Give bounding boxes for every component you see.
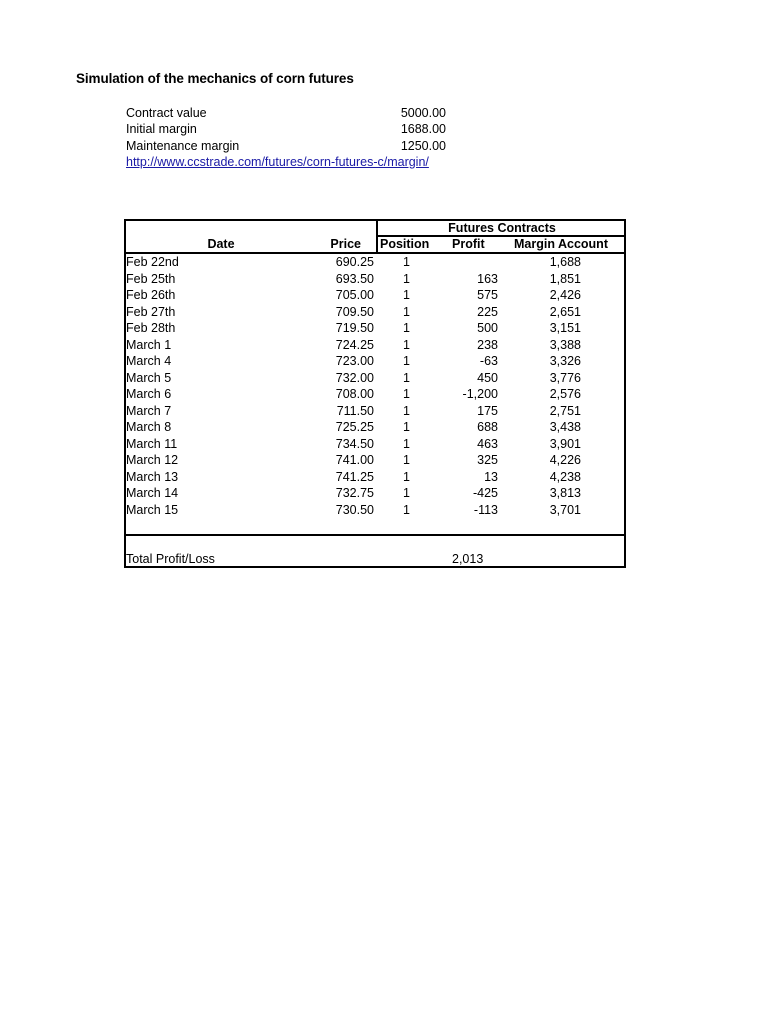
cell-margin: 3,901: [549, 436, 581, 451]
table-row: [126, 304, 624, 321]
cell-date: Feb 25th: [126, 271, 176, 286]
cell-margin: 3,701: [549, 502, 581, 517]
header-margin-account: Margin Account: [514, 237, 608, 251]
cell-position: 1: [403, 255, 410, 269]
cell-date: Feb 28th: [126, 321, 176, 335]
param-maintenance-margin: [126, 138, 446, 154]
cell-price: 711.50: [336, 403, 374, 418]
cell-price: 730.50: [335, 502, 374, 517]
cell-position: 1: [403, 453, 410, 467]
cell-profit: 13: [484, 469, 498, 484]
cell-price: 705.00: [335, 288, 374, 302]
cell-price: 725.25: [335, 420, 374, 434]
cell-price: 693.50: [335, 271, 374, 286]
cell-date: March 4: [126, 354, 172, 368]
cell-price: 741.00: [335, 453, 374, 467]
param-label: Initial margin: [126, 122, 197, 137]
header-position: Position: [380, 237, 430, 251]
cell-position: 1: [403, 304, 410, 319]
cell-profit: 450: [477, 370, 498, 385]
table-row: [126, 419, 624, 436]
table-row: [126, 287, 624, 304]
cell-position: 1: [403, 337, 410, 352]
cell-margin: 4,238: [549, 469, 581, 484]
cell-profit: 225: [477, 304, 498, 319]
cell-profit: 500: [477, 321, 498, 335]
cell-date: March 5: [126, 370, 172, 385]
total-value: 2,013: [452, 552, 484, 566]
table-row: [126, 485, 624, 502]
cell-position: 1: [403, 502, 410, 517]
cell-date: March 6: [126, 387, 172, 401]
cell-margin: 2,751: [549, 403, 581, 418]
table-header-row: [126, 237, 624, 254]
cell-margin: 2,651: [549, 304, 581, 319]
cell-position: 1: [403, 436, 410, 451]
cell-date: Feb 26th: [126, 288, 176, 302]
table-row: [126, 403, 624, 420]
cell-margin: 3,151: [549, 321, 581, 335]
cell-price: 732.00: [335, 370, 374, 385]
cell-position: 1: [403, 469, 410, 484]
cell-margin: 4,226: [549, 453, 581, 467]
contract-parameters: [126, 105, 446, 170]
table-row: [126, 353, 624, 370]
param-value: 1250.00: [400, 138, 446, 153]
cell-price: 690.25: [335, 255, 374, 269]
cell-margin: 1,851: [549, 271, 581, 286]
cell-profit: 175: [477, 403, 498, 418]
cell-date: March 8: [126, 420, 172, 434]
header-date: Date: [207, 237, 235, 251]
cell-date: March 14: [126, 486, 179, 500]
table-row: [126, 452, 624, 469]
futures-table: [124, 219, 626, 568]
cell-profit: 238: [477, 337, 498, 352]
cell-profit: 325: [477, 453, 498, 467]
cell-position: 1: [403, 321, 410, 335]
cell-profit: 688: [477, 420, 498, 434]
table-row: [126, 337, 624, 354]
cell-date: Feb 22nd: [126, 255, 179, 269]
cell-margin: 2,576: [549, 387, 581, 401]
cell-position: 1: [403, 370, 410, 385]
cell-price: 723.00: [335, 354, 374, 368]
cell-profit: 463: [477, 436, 498, 451]
cell-margin: 3,388: [549, 337, 581, 352]
cell-date: March 7: [126, 403, 172, 418]
header-price: Price: [330, 237, 361, 251]
cell-date: March 11: [126, 436, 178, 451]
cell-margin: 3,326: [549, 354, 581, 368]
table-row: [126, 502, 624, 519]
cell-profit: -113: [473, 502, 498, 517]
table-row: [126, 320, 624, 337]
cell-margin: 3,813: [549, 486, 581, 500]
cell-price: 724.25: [335, 337, 374, 352]
total-divider: [126, 534, 624, 536]
cell-price: 741.25: [335, 469, 374, 484]
cell-profit: -425: [472, 486, 498, 500]
cell-margin: 2,426: [549, 288, 581, 302]
cell-price: 709.50: [335, 304, 374, 319]
table-row: [126, 469, 624, 486]
table-row: [126, 254, 624, 271]
param-contract-value: [126, 105, 446, 121]
cell-margin: 3,438: [549, 420, 581, 434]
cell-date: Feb 27th: [126, 304, 176, 319]
table-body: [126, 254, 624, 518]
cell-margin: 1,688: [549, 255, 581, 269]
cell-position: 1: [403, 387, 410, 401]
cell-position: 1: [403, 403, 410, 418]
cell-position: 1: [403, 271, 410, 286]
cell-position: 1: [403, 354, 410, 368]
cell-profit: 575: [477, 288, 498, 302]
param-value: 1688.00: [400, 122, 446, 137]
margin-source-link[interactable]: http://www.ccstrade.com/futures/corn-futures-c/margin/: [126, 154, 429, 169]
cell-date: March 1: [126, 337, 172, 352]
cell-margin: 3,776: [549, 370, 581, 385]
cell-profit: -63: [479, 354, 498, 368]
table-row: [126, 370, 624, 387]
cell-price: 708.00: [335, 387, 374, 401]
total-row: [126, 551, 624, 567]
table-row: [126, 271, 624, 288]
table-row: [126, 436, 624, 453]
param-label: Contract value: [126, 106, 207, 120]
cell-price: 734.50: [335, 436, 374, 451]
futures-contracts-header: Futures Contracts: [376, 221, 626, 237]
cell-profit: 163: [477, 271, 498, 286]
cell-position: 1: [403, 288, 410, 302]
cell-date: March 15: [126, 502, 179, 517]
param-value: 5000.00: [400, 106, 446, 120]
table-row: [126, 386, 624, 403]
cell-position: 1: [403, 486, 410, 500]
cell-position: 1: [403, 420, 410, 434]
param-label: Maintenance margin: [126, 138, 240, 153]
cell-price: 719.50: [335, 321, 374, 335]
cell-profit: -1,200: [462, 387, 498, 401]
cell-price: 732.75: [335, 486, 374, 500]
header-profit: Profit: [452, 237, 485, 251]
param-initial-margin: [126, 121, 446, 137]
total-label: Total Profit/Loss: [126, 552, 215, 566]
cell-date: March 13: [126, 469, 179, 484]
page-title: Simulation of the mechanics of corn futures: [76, 71, 354, 86]
cell-date: March 12: [126, 453, 179, 467]
